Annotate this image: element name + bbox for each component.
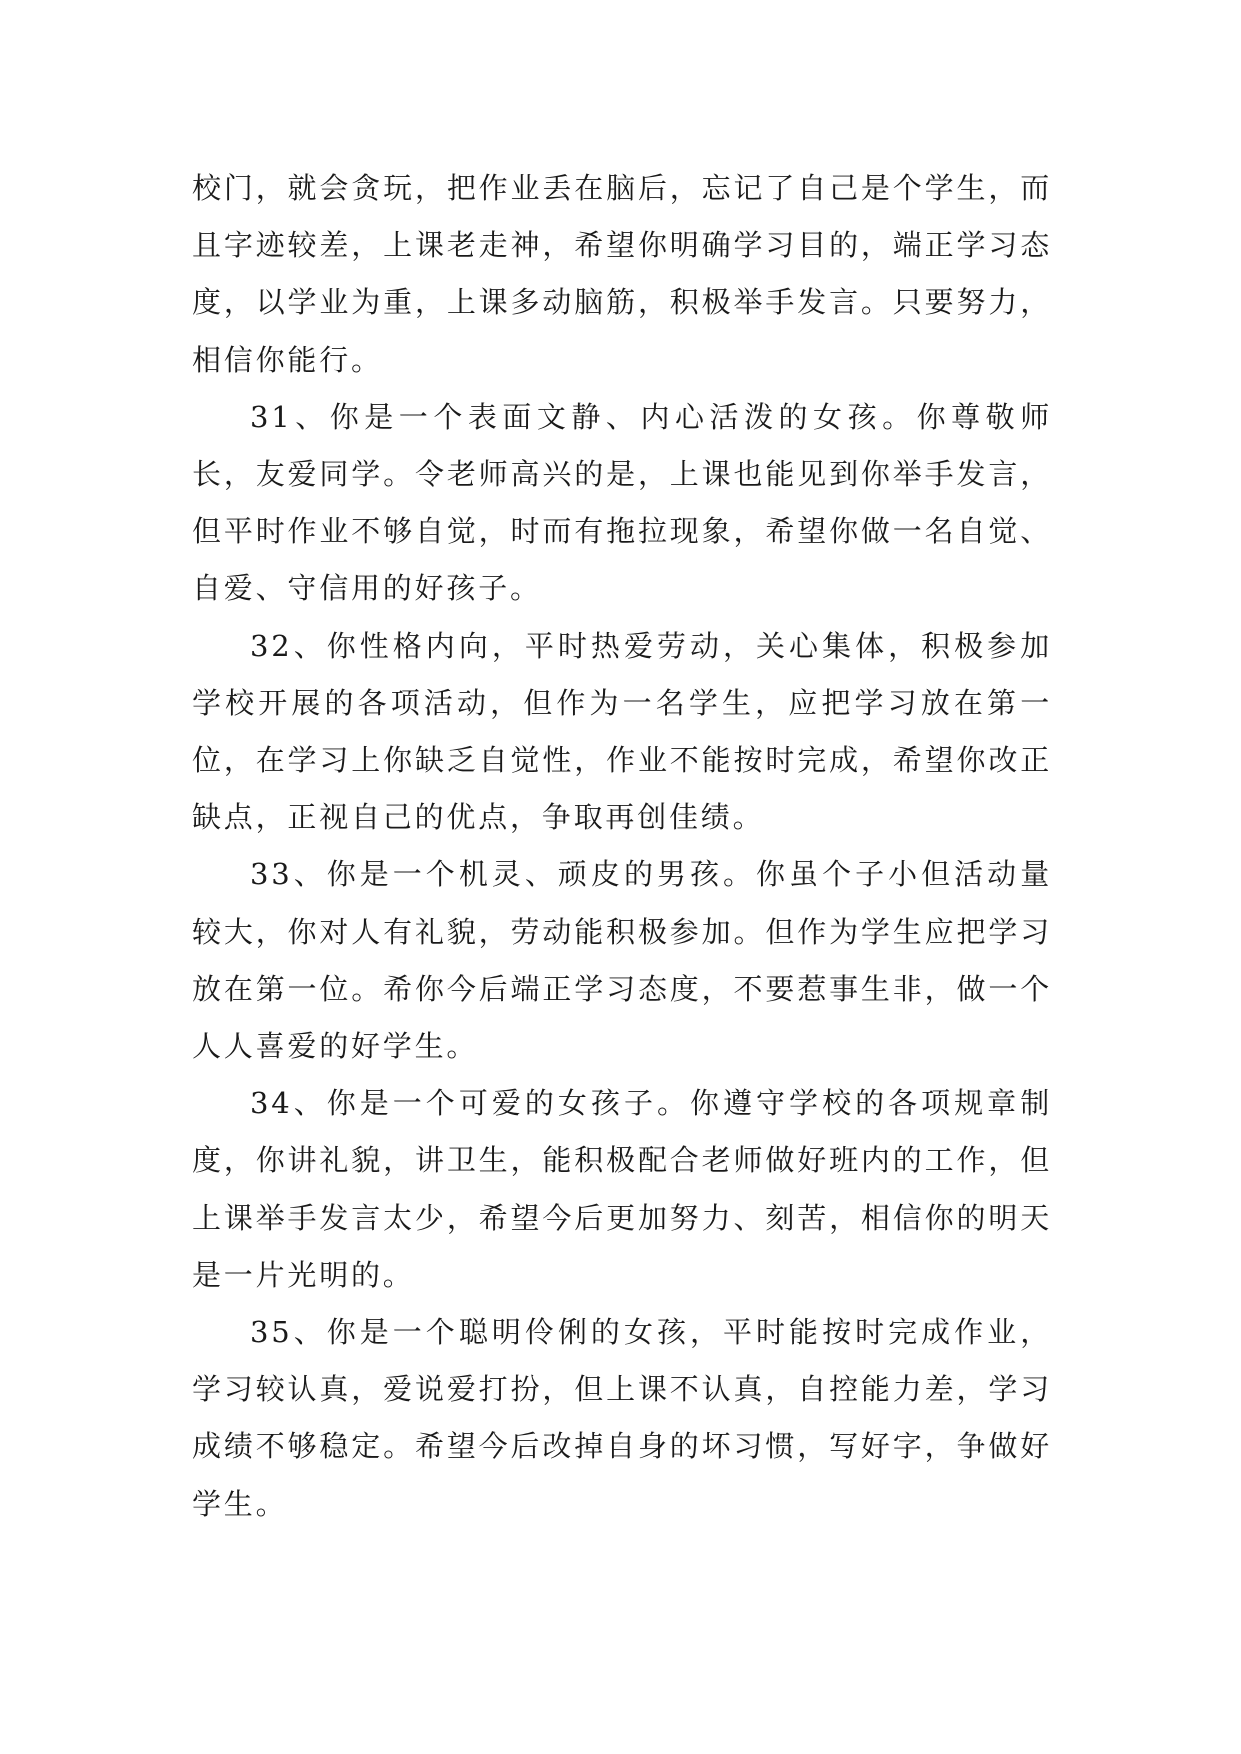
paragraph-comment-32: 32、你性格内向，平时热爱劳动，关心集体，积极参加学校开展的各项活动，但作为一名学生，应把学习放在第一位，在学习上你缺乏自觉性，作业不能按时完成，希望你改正缺点，正视自己的优点，争取再创佳绩。 xyxy=(192,628,1052,835)
paragraph-comment-33: 33、你是一个机灵、顽皮的男孩。你虽个子小但活动量较大，你对人有礼貌，劳动能积极参加。但作为学生应把学习放在第一位。希你今后端正学习态度，不要惹事生非，做一个人人喜爱的好学生。 xyxy=(192,857,1052,1064)
paragraph-continuation: 校门，就会贪玩，把作业丢在脑后，忘记了自己是个学生，而且字迹较差，上课老走神，希望你明确学习目的，端正学习态度，以学业为重，上课多动脑筋，积极举手发言。只要努力，相信你能行。 xyxy=(192,171,1052,377)
paragraph-comment-34: 34、你是一个可爱的女孩子。你遵守学校的各项规章制度，你讲礼貌，讲卫生，能积极配合老师做好班内的工作，但上课举手发言太少，希望今后更加努力、刻苦，相信你的明天是一片光明的。 xyxy=(192,1086,1052,1292)
paragraph-comment-35: 35、你是一个聪明伶俐的女孩，平时能按时完成作业，学习较认真，爱说爱打扮，但上课不认真，自控能力差，学习成绩不够稳定。希望今后改掉自身的坏习惯，写好字，争做好学生。 xyxy=(192,1315,1052,1521)
document-body xyxy=(192,160,1052,1533)
paragraph-comment-31: 31、你是一个表面文静、内心活泼的女孩。你尊敬师长，友爱同学。令老师高兴的是，上课也能见到你举手发言，但平时作业不够自觉，时而有拖拉现象，希望你做一名自觉、自爱、守信用的好孩子。 xyxy=(192,399,1052,606)
